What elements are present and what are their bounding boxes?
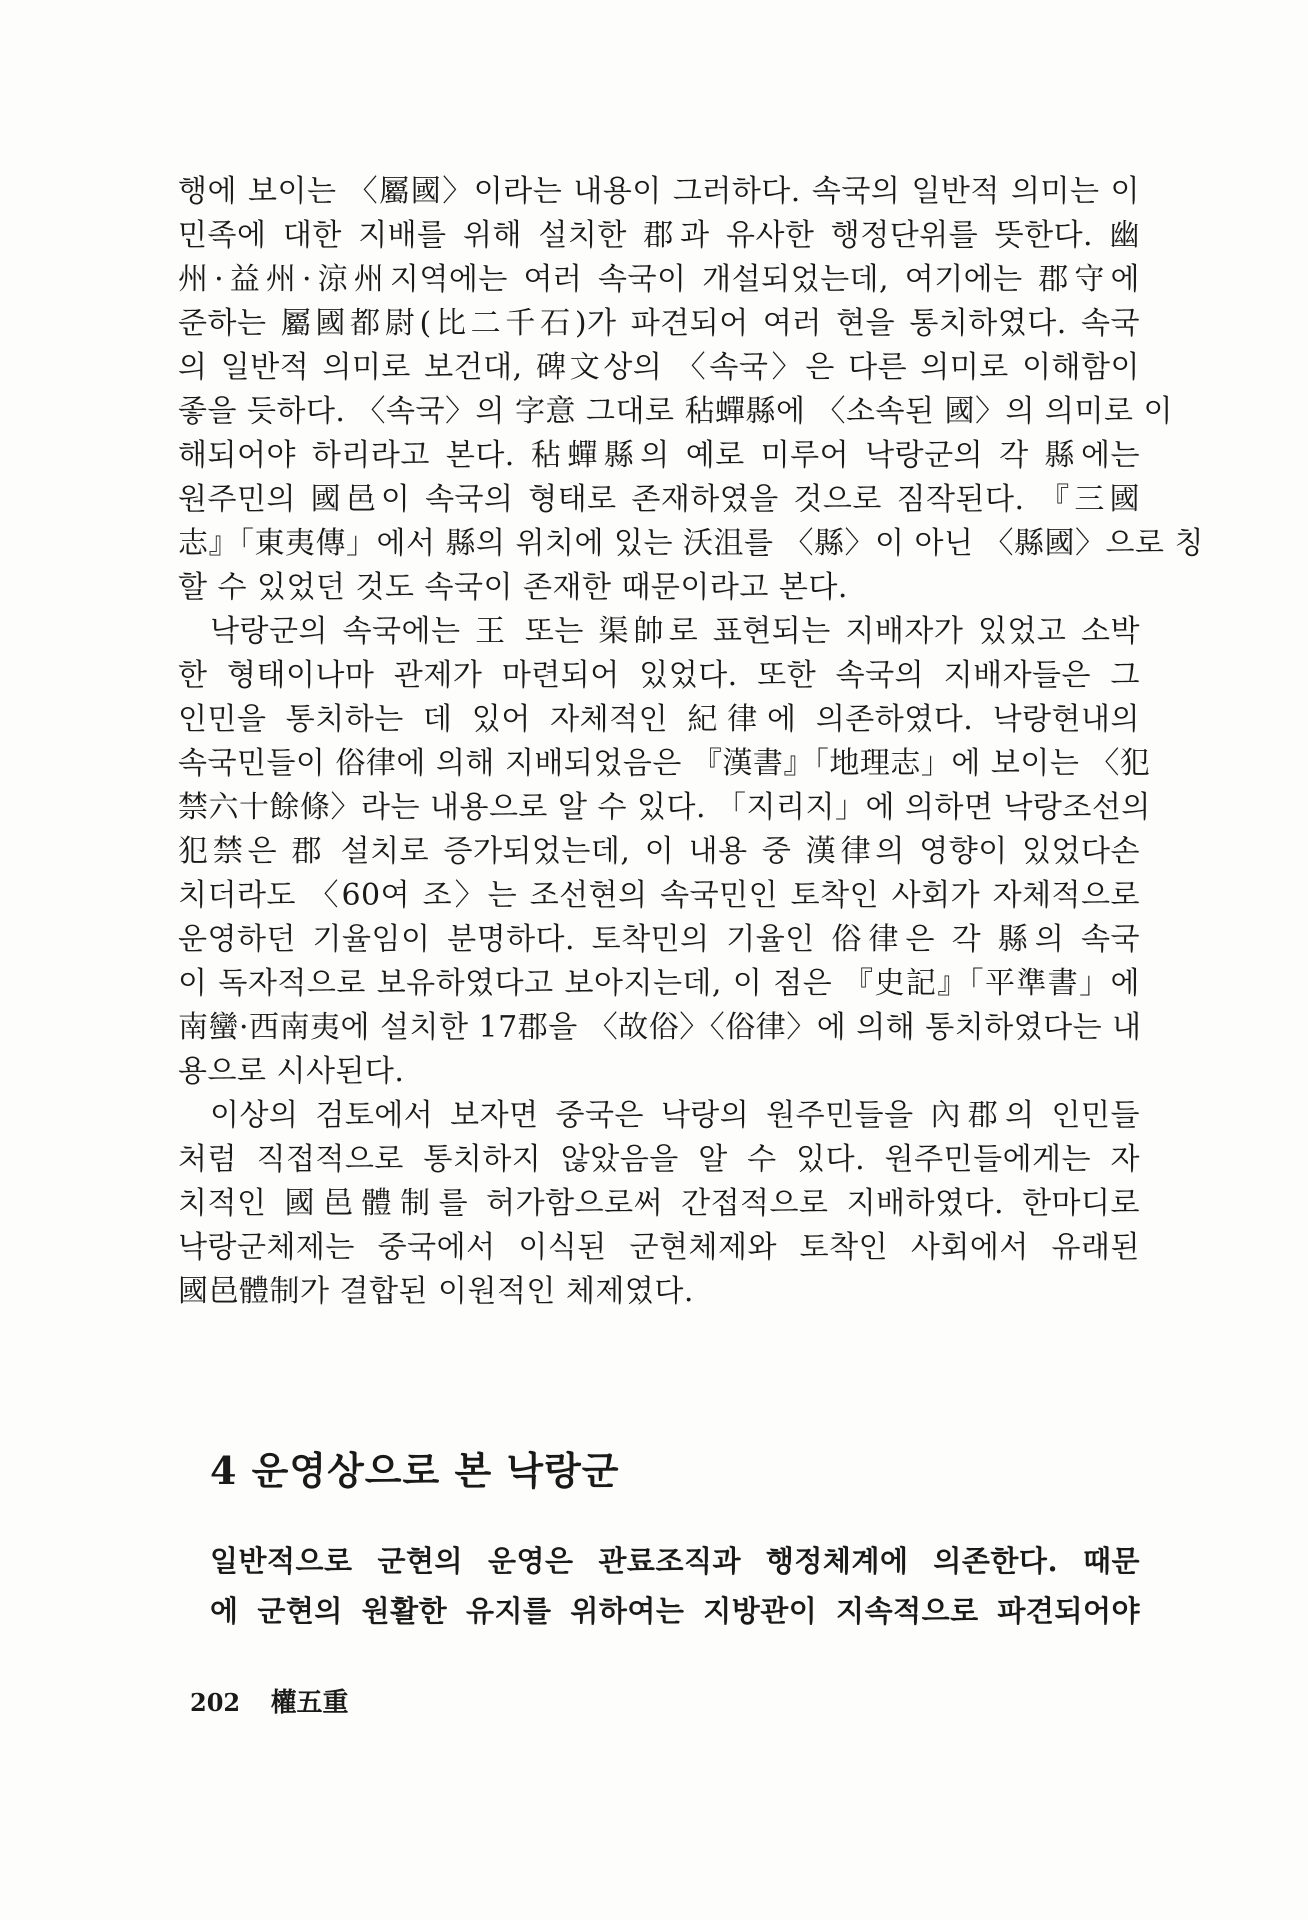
page-number: 202 bbox=[190, 1688, 241, 1717]
text-line: 에 군현의 원활한 유지를 위하여는 지방관이 지속적으로 파견되어야 bbox=[210, 1594, 1140, 1628]
text-line: 志』「東夷傳」에서 縣의 위치에 있는 沃沮를 〈縣〉이 아닌 〈縣國〉으로 칭 bbox=[178, 526, 1204, 561]
text-line: 이상의 검토에서 보자면 중국은 낙랑의 원주민들을 內郡의 인민들 bbox=[210, 1098, 1140, 1133]
text-line: 해되어야 하리라고 본다. 秥蟬縣의 예로 미루어 낙랑군의 각 縣에는 bbox=[178, 438, 1140, 473]
paragraph-1 bbox=[178, 170, 1204, 610]
text-line: 운영하던 기율임이 분명하다. 토착민의 기율인 俗律은 각 縣의 속국 bbox=[178, 922, 1140, 957]
section-heading: 4 운영상으로 본 낙랑군 bbox=[210, 1448, 620, 1493]
text-line: 준하는 屬國都尉(比二千石)가 파견되어 여러 현을 통치하였다. 속국 bbox=[178, 306, 1140, 341]
text-line: 민족에 대한 지배를 위해 설치한 郡과 유사한 행정단위를 뜻한다. 幽 bbox=[178, 218, 1140, 253]
section-paragraph bbox=[210, 1536, 1140, 1636]
text-line: 禁六十餘條〉라는 내용으로 알 수 있다. 「지리지」에 의하면 낙랑조선의 bbox=[178, 790, 1151, 825]
text-line: 이 독자적으로 보유하였다고 보아지는데, 이 점은 『史記』「平準書」에 bbox=[178, 966, 1140, 1001]
text-line: 속국민들이 俗律에 의해 지배되었음은 『漢書』「地理志」에 보이는 〈犯 bbox=[178, 746, 1151, 781]
text-line: 일반적으로 군현의 운영은 관료조직과 행정체계에 의존한다. 때문 bbox=[210, 1544, 1140, 1578]
text-line: 처럼 직접적으로 통치하지 않았음을 알 수 있다. 원주민들에게는 자 bbox=[178, 1142, 1140, 1177]
text-line: 할 수 있었던 것도 속국이 존재한 때문이라고 본다. bbox=[178, 570, 848, 605]
text-line: 치적인 國邑體制를 허가함으로써 간접적으로 지배하였다. 한마디로 bbox=[178, 1186, 1140, 1221]
text-line: 원주민의 國邑이 속국의 형태로 존재하였을 것으로 짐작된다. 『三國 bbox=[178, 482, 1140, 517]
text-line: 치더라도 〈60여 조〉는 조선현의 속국민인 토착인 사회가 자체적으로 bbox=[178, 878, 1140, 913]
text-line: 南蠻·西南夷에 설치한 17郡을 〈故俗〉〈俗律〉에 의해 통치하였다는 내 bbox=[178, 1010, 1142, 1045]
text-line: 한 형태이나마 관제가 마련되어 있었다. 또한 속국의 지배자들은 그 bbox=[178, 658, 1140, 693]
paragraph-2 bbox=[178, 610, 1151, 1094]
page-footer bbox=[190, 1682, 348, 1719]
text-line: 國邑體制가 결합된 이원적인 체제였다. bbox=[178, 1274, 694, 1309]
text-line: 좋을 듯하다. 〈속국〉의 字意 그대로 秥蟬縣에 〈소속된 國〉의 의미로 이 bbox=[178, 394, 1173, 429]
text-line: 낙랑군의 속국에는 王 또는 渠帥로 표현되는 지배자가 있었고 소박 bbox=[210, 614, 1140, 649]
running-author: 權五重 bbox=[270, 1688, 349, 1718]
text-line: 용으로 시사된다. bbox=[178, 1054, 405, 1089]
text-line: 행에 보이는 〈屬國〉이라는 내용이 그러하다. 속국의 일반적 의미는 이 bbox=[178, 174, 1140, 209]
text-line: 犯禁은 郡 설치로 증가되었는데, 이 내용 중 漢律의 영향이 있었다손 bbox=[178, 834, 1140, 869]
paragraph-3 bbox=[178, 1094, 1140, 1314]
text-line: 州·益州·涼州지역에는 여러 속국이 개설되었는데, 여기에는 郡守에 bbox=[178, 262, 1140, 297]
text-line: 낙랑군체제는 중국에서 이식된 군현체제와 토착인 사회에서 유래된 bbox=[178, 1230, 1140, 1265]
text-line: 인민을 통치하는 데 있어 자체적인 紀律에 의존하였다. 낙랑현내의 bbox=[178, 702, 1140, 737]
text-line: 의 일반적 의미로 보건대, 碑文상의 〈속국〉은 다른 의미로 이해함이 bbox=[178, 350, 1140, 385]
